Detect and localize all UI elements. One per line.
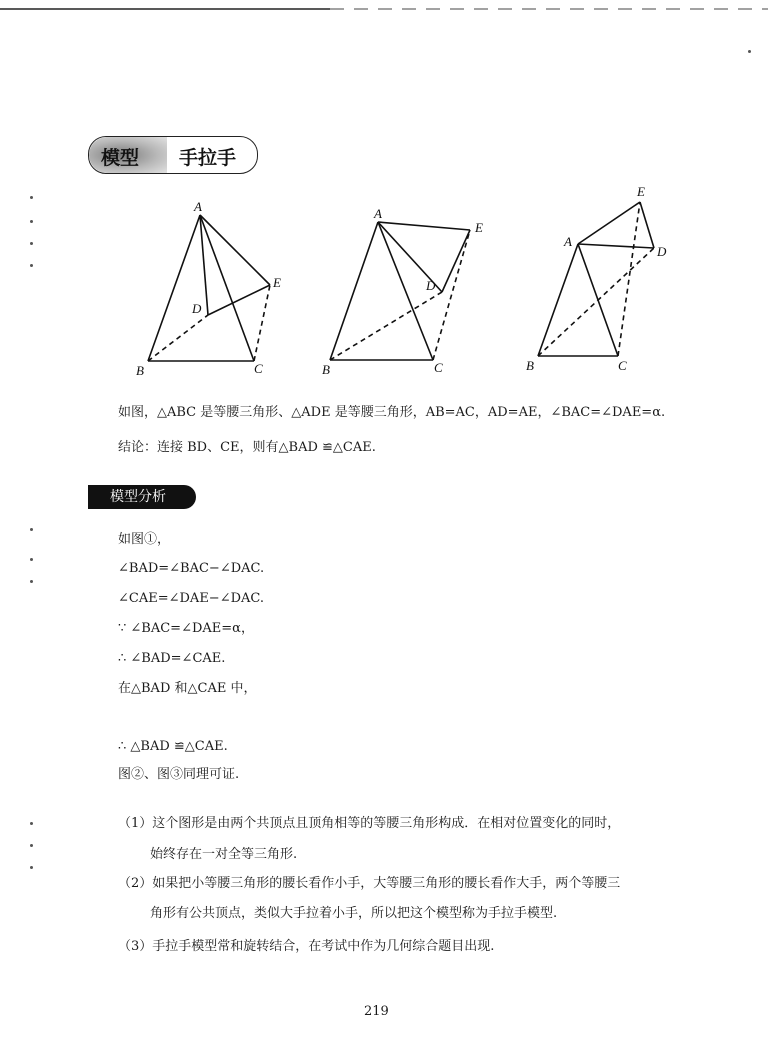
analysis-line-4: ∵ ∠BAC=∠DAE=α，	[118, 621, 254, 636]
fig1-label-c: C	[254, 361, 263, 376]
fig2-label-d: D	[426, 278, 436, 293]
figure-1	[130, 195, 290, 380]
fig2-label-e: E	[475, 220, 483, 235]
fig2-label-b: B	[322, 362, 330, 377]
analysis-line-6: 在△BAD 和△CAE 中，	[118, 681, 257, 696]
note-3-line-1: （3）手拉手模型常和旋转结合，在考试中作为几何综合题目出现.	[118, 939, 495, 954]
intro-line-2: 结论：连接 BD、CE，则有△BAD ≌△CAE.	[118, 440, 376, 455]
fig3-label-e: E	[637, 184, 645, 199]
fig3-label-b: B	[526, 358, 534, 373]
fig1-label-e: E	[273, 275, 281, 290]
figure-2	[318, 200, 498, 380]
scan-speck	[30, 264, 33, 267]
section-title: 模型分析	[88, 485, 196, 509]
scan-speck	[30, 844, 33, 847]
analysis-line-3: ∠CAE=∠DAE−∠DAC.	[118, 591, 265, 606]
fig1-label-d: D	[192, 301, 202, 316]
figure-3	[520, 180, 680, 380]
fig3-label-a: A	[564, 234, 572, 249]
scan-speck	[30, 558, 33, 561]
analysis-line-2: ∠BAD=∠BAC−∠DAC.	[118, 561, 265, 576]
note-2-line-2: 角形有公共顶点，类似大手拉着小手，所以把这个模型称为手拉手模型.	[150, 906, 558, 921]
intro-line-1: 如图，△ABC 是等腰三角形、△ADE 是等腰三角形，AB=AC，AD=AE，∠BAC=∠DAE=α.	[118, 405, 666, 420]
fig2-label-a: A	[374, 206, 382, 221]
model-name: 手拉手	[179, 147, 237, 169]
analysis-line-7: ∴ △BAD ≌△CAE.	[118, 739, 228, 754]
note-2-line-1: （2）如果把小等腰三角形的腰长看作小手，大等腰三角形的腰长看作大手，两个等腰三	[118, 876, 621, 891]
scan-speck	[30, 528, 33, 531]
scan-speck	[748, 50, 751, 53]
analysis-line-5: ∴ ∠BAD=∠CAE.	[118, 651, 226, 666]
scan-speck	[30, 866, 33, 869]
fig1-label-b: B	[136, 363, 144, 378]
model-badge	[88, 136, 258, 174]
fig2-label-c: C	[434, 360, 443, 375]
fig3-label-d: D	[657, 244, 667, 259]
note-1-line-2: 始终存在一对全等三角形.	[150, 847, 298, 862]
fig3-label-c: C	[618, 358, 627, 373]
page-number: 219	[364, 1004, 389, 1019]
model-label: 模型	[101, 147, 140, 169]
analysis-line-1: 如图①，	[118, 532, 171, 547]
analysis-line-8: 图②、图③同理可证.	[118, 767, 240, 782]
scan-speck	[30, 822, 33, 825]
scan-speck	[30, 242, 33, 245]
top-rule	[0, 6, 768, 12]
scan-speck	[30, 196, 33, 199]
fig1-label-a: A	[194, 199, 202, 214]
note-1-line-1: （1）这个图形是由两个共顶点且顶角相等的等腰三角形构成．在相对位置变化的同时，	[118, 816, 621, 831]
scan-speck	[30, 220, 33, 223]
scan-speck	[30, 580, 33, 583]
